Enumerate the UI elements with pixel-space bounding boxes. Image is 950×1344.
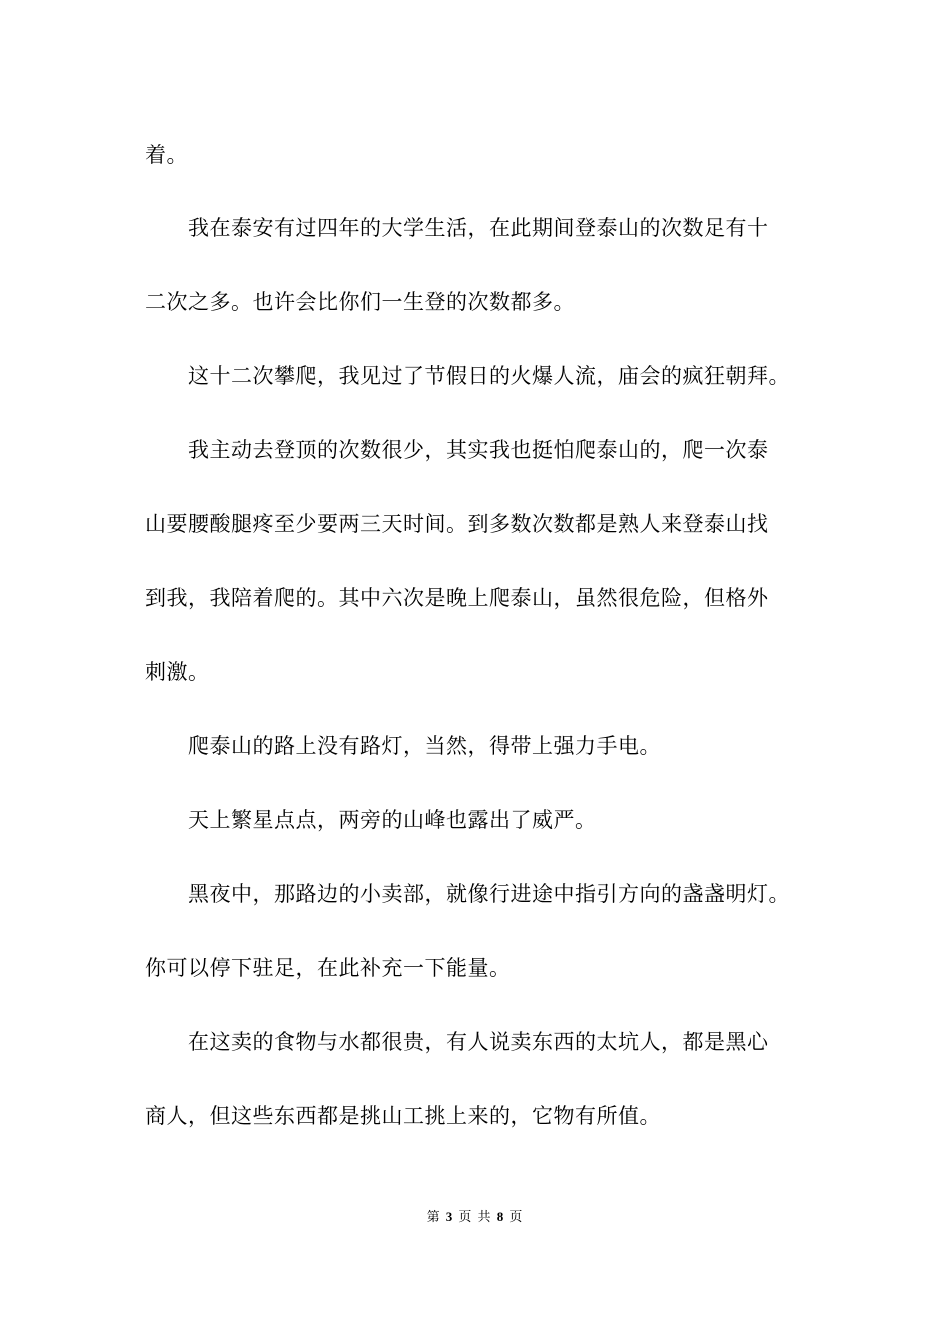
footer-prefix: 第 bbox=[426, 1210, 441, 1225]
footer-suffix: 页 bbox=[509, 1210, 524, 1225]
text-line: 在这卖的食物与水都很贵，有人说卖东西的太坑人，都是黑心 bbox=[145, 1030, 769, 1054]
text-line: 我主动去登顶的次数很少，其实我也挺怕爬泰山的，爬一次泰 bbox=[145, 438, 769, 462]
page-footer bbox=[0, 1208, 950, 1227]
text-line: 二次之多。也许会比你们一生登的次数都多。 bbox=[145, 290, 575, 314]
text-line: 这十二次攀爬，我见过了节假日的火爆人流，庙会的疯狂朝拜。 bbox=[145, 364, 790, 388]
text-line: 到我，我陪着爬的。其中六次是晚上爬泰山，虽然很危险，但格外 bbox=[145, 586, 769, 610]
text-line: 商人，但这些东西都是挑山工挑上来的，它物有所值。 bbox=[145, 1104, 661, 1128]
text-line: 刺激。 bbox=[145, 660, 210, 684]
text-line: 爬泰山的路上没有路灯，当然，得带上强力手电。 bbox=[145, 734, 661, 758]
text-line: 天上繁星点点，两旁的山峰也露出了威严。 bbox=[145, 808, 597, 832]
current-page-number: 3 bbox=[445, 1209, 454, 1224]
text-line: 你可以停下驻足，在此补充一下能量。 bbox=[145, 956, 511, 980]
text-line: 山要腰酸腿疼至少要两三天时间。到多数次数都是熟人来登泰山找 bbox=[145, 512, 769, 536]
footer-middle: 页 共 bbox=[458, 1210, 492, 1225]
text-line: 黑夜中，那路边的小卖部，就像行进途中指引方向的盏盏明灯。 bbox=[145, 882, 790, 906]
total-page-number: 8 bbox=[496, 1209, 505, 1224]
text-line: 我在泰安有过四年的大学生活，在此期间登泰山的次数足有十 bbox=[145, 216, 769, 240]
text-line: 着。 bbox=[145, 143, 188, 167]
